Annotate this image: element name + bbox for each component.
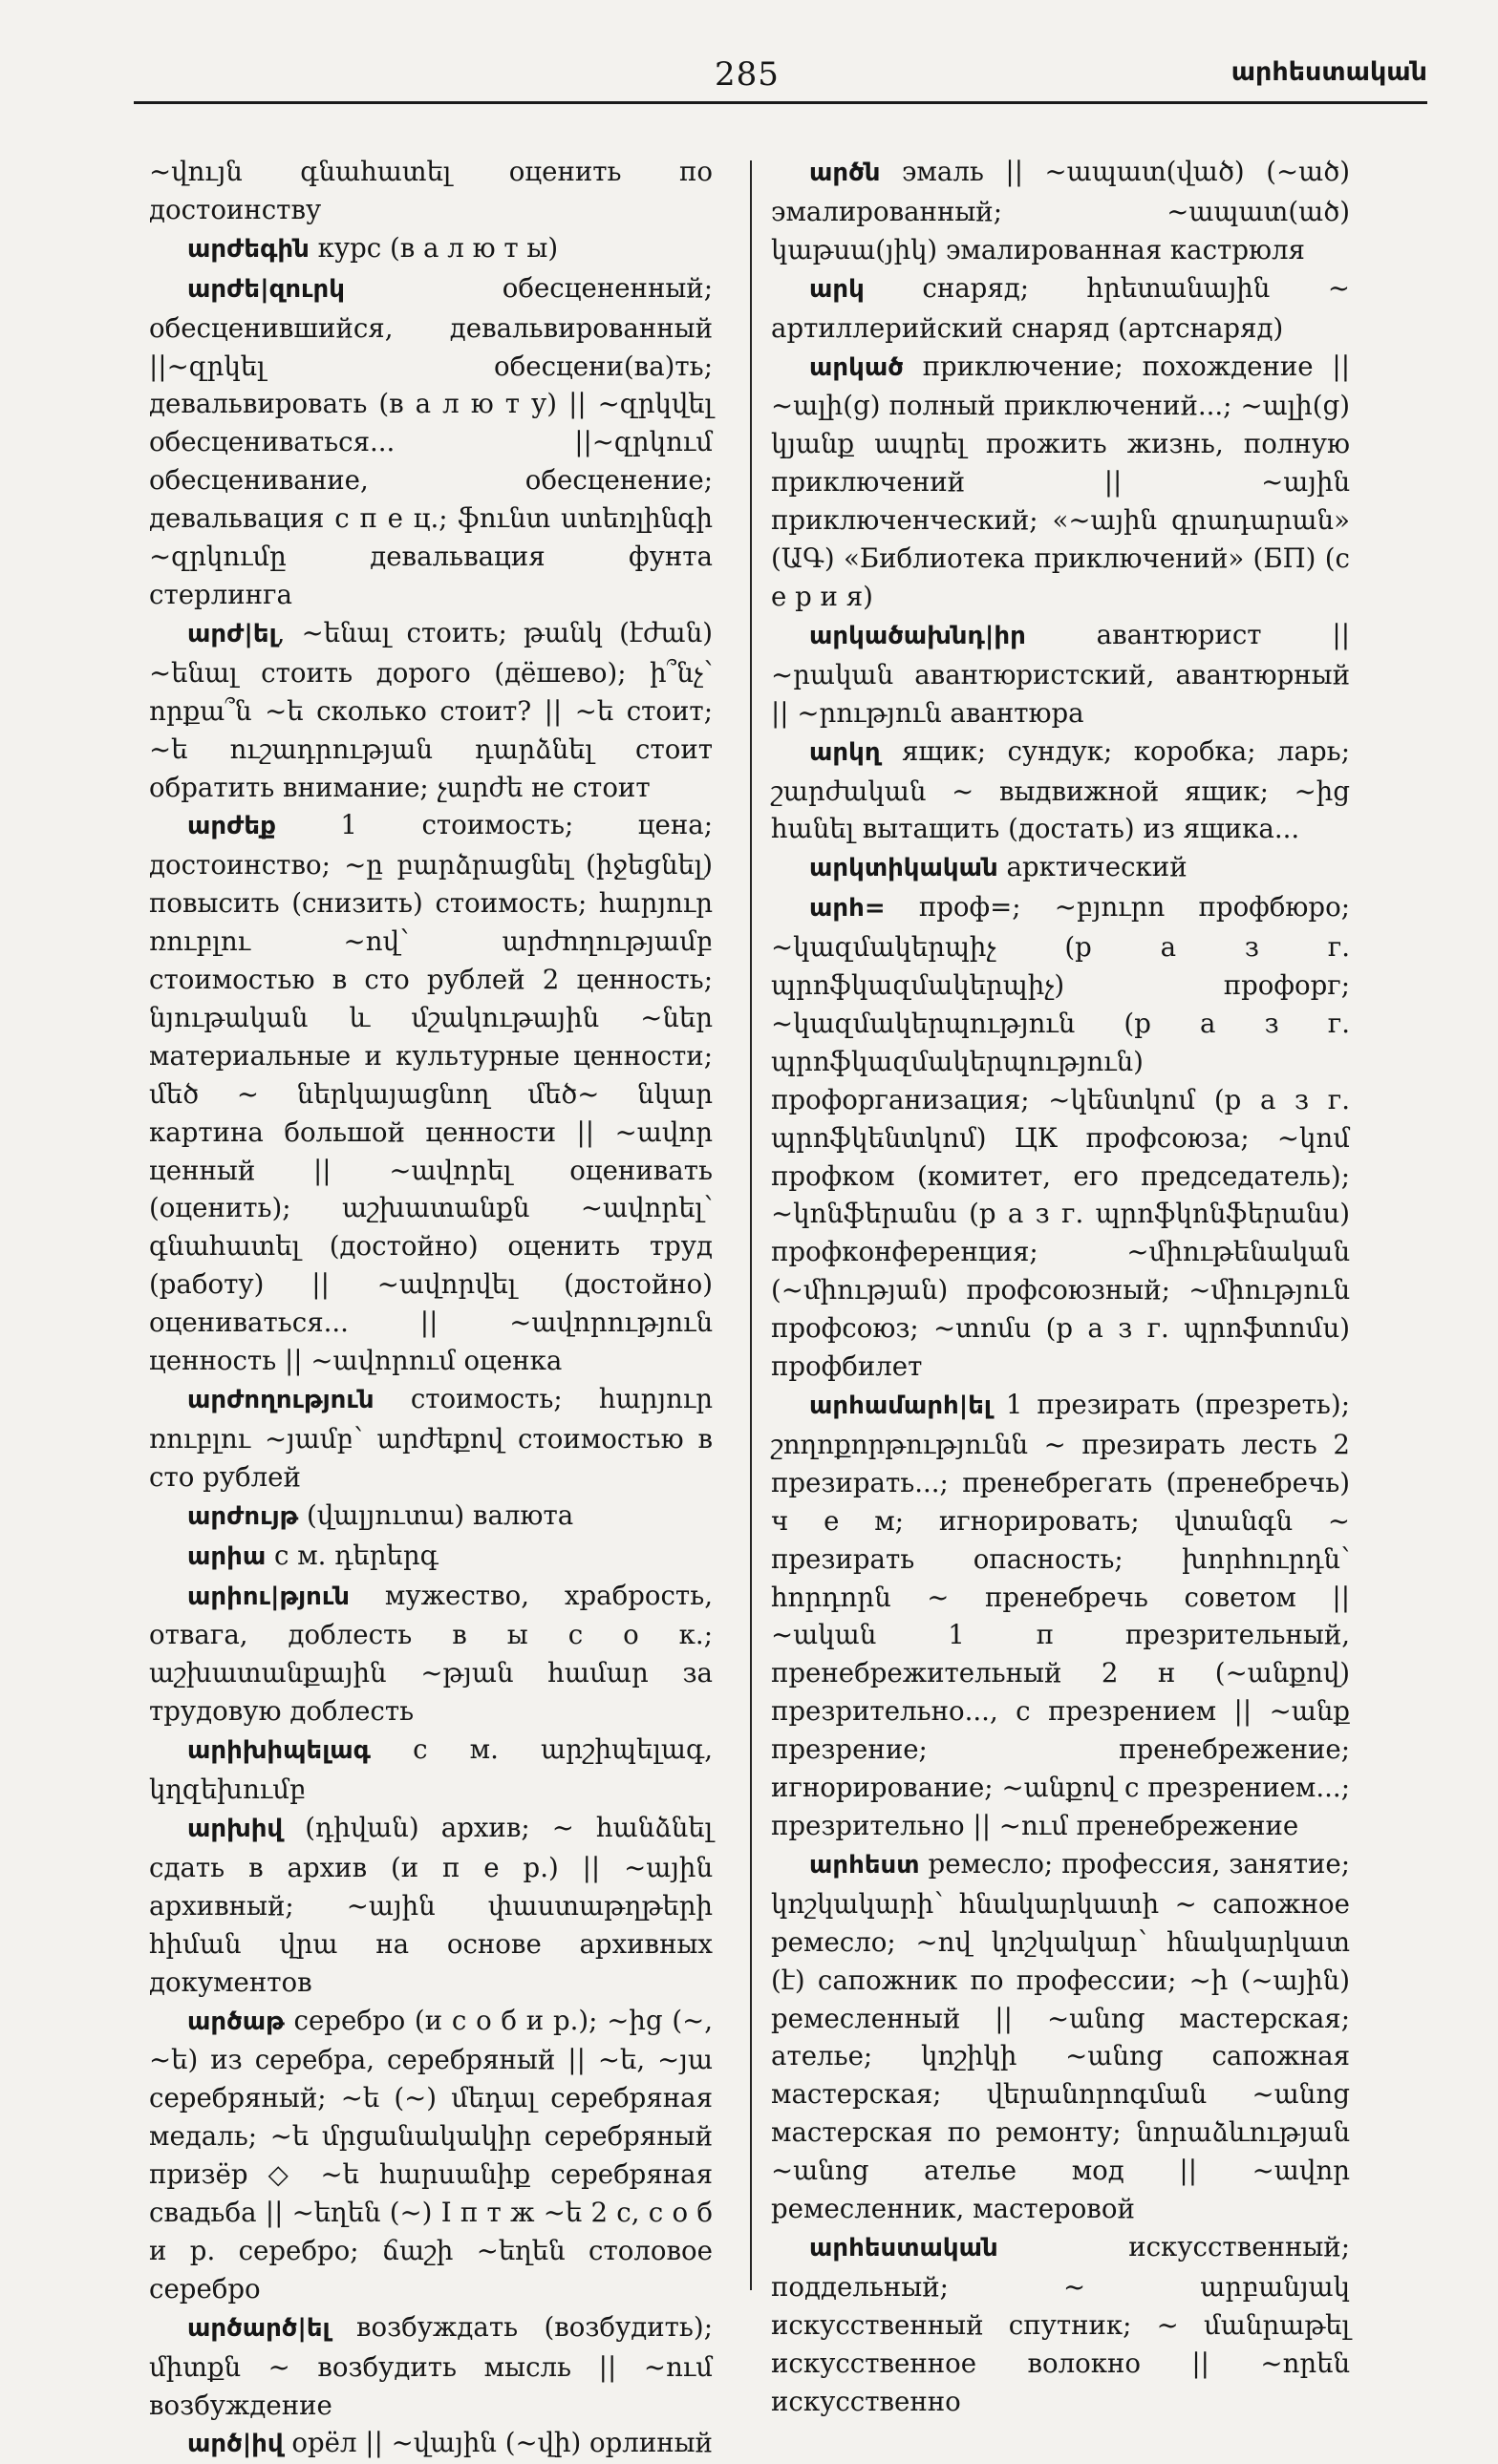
dictionary-entry [771, 2228, 1350, 2421]
entry-text: (դիվան) архив; ~ հանձնել сдать в архив (и п е р.) || ~ային архивный; ~ային փաստաթղթերի հիման վրա на основе архивных документов [149, 1811, 713, 1998]
entry-headword: արիու|թյուն [187, 1582, 351, 1611]
left-column [149, 153, 713, 2464]
dictionary-entry [149, 1731, 713, 1809]
header-rule [134, 101, 1427, 104]
entry-text: снаряд; հրետանային ~ артиллерийский снаряд (артснаряд) [771, 271, 1350, 344]
entry-headword: արծն [809, 159, 881, 187]
entry-headword: արկածախնդ|իր [809, 621, 1026, 650]
entry-text: стоимость; հարյուր ռուբլու ~յամբ՝ արժեքով стоимостью в сто рублей [149, 1383, 713, 1493]
dictionary-entry [149, 2002, 713, 2308]
dictionary-entry [771, 269, 1350, 348]
entry-text: возбуждать (возбудить); միտքն ~ возбудить мысль || ~ում возбуждение [149, 2310, 713, 2421]
entry-headword: արժողություն [187, 1386, 374, 1414]
dictionary-entry [771, 348, 1350, 616]
dictionary-entry [149, 153, 713, 229]
dictionary-entry [149, 1577, 713, 1731]
entry-text: серебро (и с о б и р.); ~ից (~, ~ե) из серебра, серебряный || ~ե, ~յա серебряный; ~ե (~) մեդալ серебряная медаль; ~ե մրցանակակիր серебряный призёр ◇ ~ե հարսանիք серебряная свадьба || ~եղեն (~) I п т ж ~ե 2 с, с о б и р. серебро; ճաշի ~եղեն столовое серебро [149, 2004, 713, 2305]
entry-headword: արծ|իվ [187, 2430, 284, 2459]
entry-text: 1 стоимость; цена; достоинство; ~ը բարձրացնել (իջեցնել) повысить (снизить) стоимость; հարյուր ռուբլու ~ով՝ արժողությամբ стоимостью в сто рублей 2 ценность; նյութական և մշակութային ~ներ материальные и культурные ценности; մեծ ~ ներկայացնող մեծ~ նկար картина большой ценности || ~ավոր ценный || ~ավորել оценивать (оценить); աշխատանքն ~ավորել՝ գնահատել (достойно) оценить труд (работу) || ~ավորվել (достойно) оцениваться... || ~ավորություն ценность || ~ավորում оценка [149, 809, 713, 1377]
dictionary-entry [771, 1845, 1350, 2228]
entry-headword: արկտիկական [809, 854, 998, 883]
entry-headword: արժե|զուրկ [187, 274, 345, 304]
entry-headword: արխիվ [187, 1814, 284, 1843]
entry-text: с м. դերերգ [266, 1539, 439, 1571]
dictionary-entry [771, 888, 1350, 1386]
entry-headword: արիա [187, 1541, 267, 1571]
page-number: 285 [715, 55, 780, 94]
entry-headword: արհ= [809, 894, 886, 924]
column-divider [750, 160, 752, 2290]
entry-text: орёл || ~վային (~վի) орлиный [283, 2427, 713, 2459]
dictionary-entry [149, 806, 713, 1380]
entry-text: курс (в а л ю т ы) [309, 231, 559, 264]
entry-headword: արկ [809, 274, 865, 304]
entry-headword: արկղ [809, 737, 881, 767]
dictionary-entry [149, 229, 713, 269]
dictionary-entry [771, 616, 1350, 733]
entry-headword: արհամարհ|ել [809, 1391, 992, 1420]
entry-text: искусственный; поддельный; ~ արբանյակ искусственный спутник; ~ մանրաթել искусственное волокно || ~որեն искусственно [771, 2230, 1350, 2417]
dictionary-entry [149, 1497, 713, 1537]
dictionary-entry [771, 153, 1350, 269]
entry-headword: արժույթ [187, 1501, 299, 1531]
entry-text: ящик; сундук; коробка; ларь; շարժական ~ выдвижной ящик; ~ից հանել вытащить (достать) из ящика... [771, 734, 1350, 845]
entry-text: проф=; ~բյուրո профбюро; ~կազմակերպիչ (р а з г. պրոֆկազմակերպիչ) профорг; ~կազմակերպություն (р а з г. պրոֆկազմակերպություն) профорганизация; ~կենտկոմ (р а з г. պրոֆկենտկոմ) ЦК профсоюза; ~կոմ профком (комитет, его председатель); ~կոնֆերանս (р а з г. պրոֆկոնֆերանս) профконференция; ~միութենական (~միության) профсоюзный; ~միություն профсоюз; ~տոմս (р а з г. պրոֆտոմս) профбилет [771, 891, 1350, 1383]
entry-text: ~վույն գնահատել оценить по достоинству [149, 156, 713, 225]
entry-headword: արժեգին [187, 234, 310, 264]
dictionary-entry [149, 614, 713, 807]
entry-headword: արծարծ|ել [187, 2313, 331, 2343]
dictionary-entry [149, 1380, 713, 1497]
entry-headword: արժ|ել [187, 619, 277, 648]
entry-text: мужество, храбрость, отвага, доблесть в ы с о к.; աշխատանքային ~թյան համար за трудовую доблесть [149, 1579, 713, 1728]
entry-text: приключение; похождение || ~ալի(ց) полный приключений...; ~ալի(ց) կյանք ապրել прожить жизнь, полную приключений || ~ային приключенческий; «~ային գրադարան» (ԱԳ) «Библиотека приключений» (БП) (с е р и я) [771, 350, 1350, 612]
entry-headword: արիխիպելագ [187, 1736, 371, 1766]
dictionary-entry [771, 1386, 1350, 1845]
entry-headword: արհեստ [809, 1850, 920, 1880]
entry-text: (վալյուտա) валюта [298, 1498, 574, 1531]
dictionary-entry [771, 848, 1350, 888]
dictionary-entry [149, 2424, 713, 2464]
entry-text: с м. արշիպելագ, կղզեխումբ [149, 1733, 713, 1806]
entry-text: авантюрист || ~րական авантюристский, авантюрный || ~րություն авантюра [771, 618, 1350, 729]
dictionary-entry [149, 2308, 713, 2425]
entry-text: 1 презирать (презреть); շողոքորթությունն ~ презирать лесть 2 презирать...; пренебрегать (пренебречь) ч е м; игнорировать; վտանգն ~ презирать опасность; խորհուրդն՝ հորդորն ~ пренебречь советом || ~ական 1 п презрительный, пренебрежительный 2 н (~անքով) презрительно..., с презрением || ~անք презрение; пренебрежение; игнорирование; ~անքով с презрением...; презрительно || ~ում пренебрежение [771, 1389, 1350, 1841]
entry-text: эмаль || ~ապատ(ված) (~ած) эмалированный; ~ապատ(ած) կաթսա(յիկ) эмалированная кастрюля [771, 156, 1350, 266]
running-head: արհեստական [1230, 57, 1427, 87]
right-column [771, 153, 1350, 2420]
dictionary-entry [149, 1809, 713, 2002]
entry-text: ремесло; профессия, занятие; կոշկակարի՝ հնակարկատի ~ сапожное ремесло; ~ով կոշկակար՝ հնակարկատ (է) сапожник по профессии; ~ի (~ային) ремесленный || ~անոց мастерская; ателье; կոշիկի ~անոց сапожная мастерская; վերանորոգման ~անոց мастерская по ремонту; նորաձևության ~անոց ателье мод || ~ավոր ремесленник, мастеровой [771, 1847, 1350, 2225]
dictionary-entry [149, 1537, 713, 1577]
entry-headword: արժեք [187, 812, 276, 841]
entry-text: , ~ենալ стоить; թանկ (էժան) ~ենալ стоить дорого (дёшево); ի՞նչ՝ որքա՞ն ~ե сколько стоит? || ~ե стоит; ~ե ուշադրության դարձնել стоит обратить внимание; չարժե не стоит [149, 616, 713, 803]
dictionary-entry [149, 269, 713, 614]
entry-headword: արհեստական [809, 2233, 998, 2262]
entry-text: арктический [997, 851, 1188, 883]
entry-headword: արծաթ [187, 2007, 285, 2036]
dictionary-entry [771, 733, 1350, 849]
entry-text: обесцененный; обесценившийся, девальвированный ||~զրկել обесцени(ва)ть; девальвировать (в а л ю т у) || ~զրկվել обесцениваться... ||~զրկում обесценивание, обесценение; девальвация с п е ц.; ֆունտ ստեռլինգի ~զրկումը девальвация фунта стерлинга [149, 271, 713, 610]
entry-headword: արկած [809, 352, 904, 382]
